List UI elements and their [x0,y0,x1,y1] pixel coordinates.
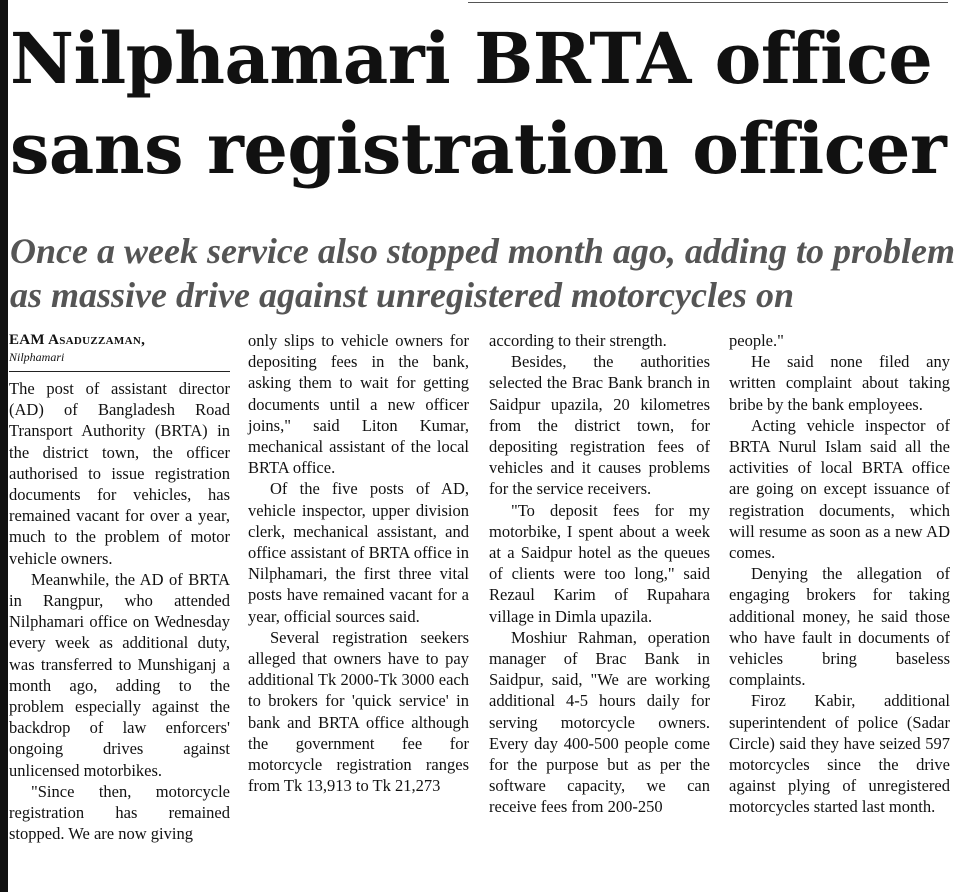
left-border-bar [0,0,8,892]
column-1 [9,330,230,844]
paragraph: The post of assistant director (AD) of Bangladesh Road Transport Authority (BRTA) in the district town, the officer authorised to issue registration documents for vehicles, has remained vacant for over a year, much to the problem of motor vehicle owners. [9,379,230,568]
column-2 [248,330,469,796]
paragraph: He said none filed any written complaint about taking bribe by the bank employees. [729,352,950,414]
paragraph: Denying the allegation of engaging brokers for taking additional money, he said those who have fault in documents of vehicles bring baseless complaints. [729,564,950,690]
paragraph: Moshiur Rahman, operation manager of Brac Bank in Saidpur, said, "We are working additional 4-5 hours daily for serving motorcycle owners. Every day 400-500 people come for the purpose but as per the software capacity, we can receive fees from 200-250 [489,627,710,817]
paragraph: Several registration seekers alleged that owners have to pay additional Tk 2000-Tk 3000 each to brokers for 'quick service' in bank and BRTA office although the government fee for motorcycle registration ranges from Tk 13,913 to Tk 21,273 [248,627,469,796]
paragraph: "Since then, motorcycle registration has remained stopped. We are now giving [9,781,230,844]
paragraph: according to their strength. [489,331,667,350]
paragraph: "To deposit fees for my motorbike, I spent about a week at a Saidpur hotel as the queues of clients were too long," said Rezaul Karim of Rupahara village in Dimla upazila. [489,500,710,626]
paragraph: Meanwhile, the AD of BRTA in Rangpur, who attended Nilphamari office on Wednesday every week as additional duty, was transferred to Munshiganj a month ago, adding to the problem especially against the backdrop of law enforcers' ongoing drives against unlicensed motorbikes. [9,569,230,780]
paragraph: Acting vehicle inspector of BRTA Nurul Islam said all the activities of local BRTA office are going on except issuance of registration documents, which will resume as soon as a new AD comes. [729,415,950,563]
paragraph: Firoz Kabir, additional superintendent of police (Sadar Circle) said they have seized 597 motorcycles since the drive against plying of unregistered motorcycles started last month. [729,691,950,817]
paragraph: Besides, the authorities selected the Brac Bank branch in Saidpur upazila, 20 kilometres from the district town, for depositing registration fees of vehicles and it causes problems for the service receivers. [489,352,710,499]
column-4 [729,330,950,818]
subheadline: Once a week service also stopped month ago, adding to problem as massive drive against unregistered motorcycles on [10,231,955,315]
headline: Nilphamari BRTA office sans registration officer [10,17,947,190]
byline-divider [9,371,230,372]
paragraph: Of the five posts of AD, vehicle inspector, upper division clerk, mechanical assistant, and office assistant of BRTA office in Nilphamari, the first three vital posts have remained vacant for a year, official sources said. [248,479,469,626]
paragraph: people." [729,331,784,350]
top-rule [468,2,948,3]
column-3 [489,330,710,818]
byline: EAM Asaduzzaman, [9,332,146,348]
dateline: Nilphamari [9,350,65,364]
paragraph: only slips to vehicle owners for depositing fees in the bank, asking them to wait for getting documents until a new officer joins," said Liton Kumar, mechanical assistant of the local BRTA office. [248,331,469,478]
